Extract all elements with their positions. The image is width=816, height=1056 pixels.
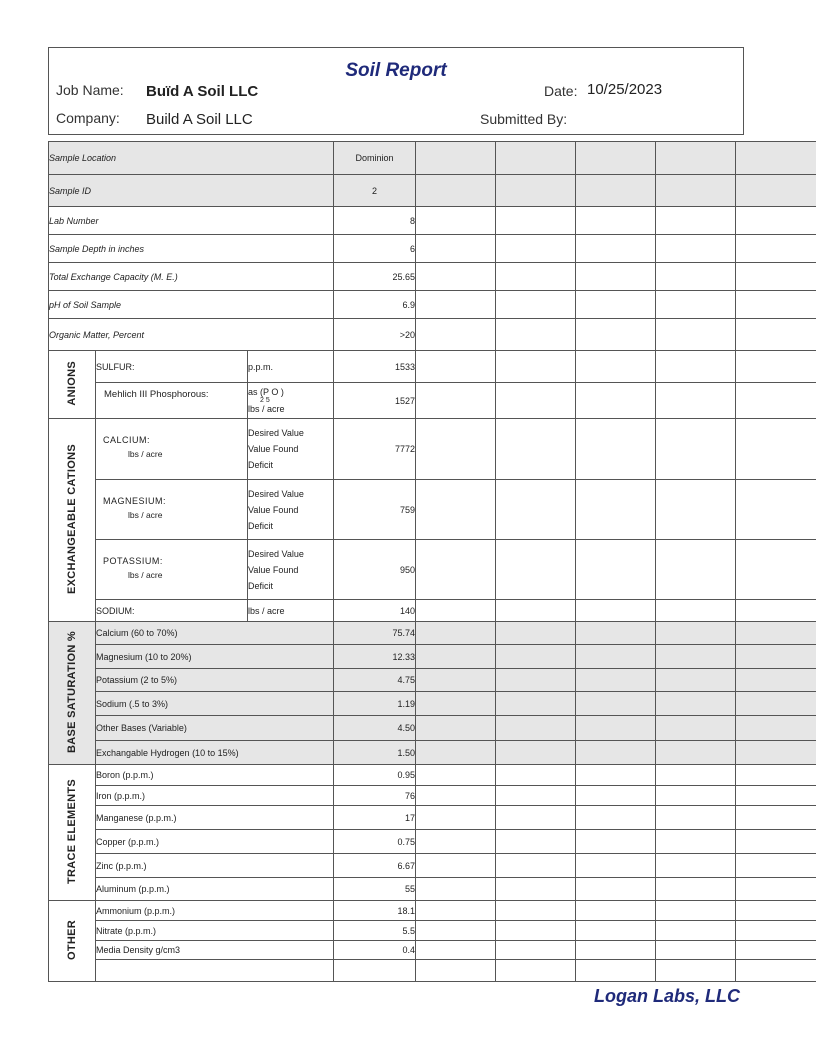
row-copper — [49, 830, 816, 854]
sulfur-value: 1533 — [334, 351, 416, 383]
row-iron — [49, 786, 816, 806]
boron-label: Boron (p.p.m.) — [96, 765, 334, 786]
row-organic-matter — [49, 319, 816, 351]
ph-label: pH of Soil Sample — [49, 291, 334, 319]
date-label: Date: — [544, 83, 578, 99]
soil-report-table — [48, 141, 816, 982]
potassium-value-kinds: Desired Value Value Found Deficit — [248, 540, 334, 600]
row-magnesium — [49, 480, 816, 540]
row-bs-potassium — [49, 669, 816, 692]
row-sodium — [49, 600, 816, 622]
row-ammonium — [49, 901, 816, 921]
magnesium-unit: lbs / acre — [128, 510, 163, 520]
magnesium-label: MAGNESIUM: — [103, 496, 167, 506]
calcium-value: 7772 — [334, 419, 416, 480]
copper-value: 0.75 — [334, 830, 416, 854]
report-header — [48, 47, 744, 135]
bs-sodium-label: Sodium (.5 to 3%) — [96, 692, 334, 716]
row-blank — [49, 960, 816, 982]
bs-calcium-value: 75.74 — [334, 622, 416, 645]
ammonium-label: Ammonium (p.p.m.) — [96, 901, 334, 921]
row-bs-sodium — [49, 692, 816, 716]
media-density-label: Media Density g/cm3 — [96, 941, 334, 960]
sample-depth-label: Sample Depth in inches — [49, 235, 334, 263]
sulfur-unit: p.p.m. — [248, 351, 334, 383]
ammonium-value: 18.1 — [334, 901, 416, 921]
row-bs-magnesium — [49, 645, 816, 669]
row-manganese — [49, 806, 816, 830]
magnesium-value-kinds: Desired Value Value Found Deficit — [248, 480, 334, 540]
om-label: Organic Matter, Percent — [49, 319, 334, 351]
phosphorous-value: 1527 — [334, 383, 416, 419]
zinc-value: 6.67 — [334, 854, 416, 878]
copper-label: Copper (p.p.m.) — [96, 830, 334, 854]
row-bs-calcium — [49, 622, 816, 645]
magnesium-value: 759 — [334, 480, 416, 540]
bs-magnesium-value: 12.33 — [334, 645, 416, 669]
bs-hydrogen-label: Exchangable Hydrogen (10 to 15%) — [96, 741, 334, 765]
row-sample-depth — [49, 235, 816, 263]
tec-value: 25.65 — [334, 263, 416, 291]
om-value: >20 — [334, 319, 416, 351]
company-value: Build A Soil LLC — [146, 111, 253, 128]
magnesium-label-cell — [96, 480, 248, 540]
row-zinc — [49, 854, 816, 878]
sample-location-value: Dominion — [334, 142, 416, 175]
row-ph — [49, 291, 816, 319]
bs-potassium-value: 4.75 — [334, 669, 416, 692]
blank-value — [334, 960, 416, 982]
sample-location-label: Sample Location — [49, 142, 334, 175]
date-value: 10/25/2023 — [587, 81, 663, 98]
potassium-label: POTASSIUM: — [103, 556, 163, 566]
calcium-label-cell — [96, 419, 248, 480]
iron-value: 76 — [334, 786, 416, 806]
row-phosphorous — [49, 383, 816, 419]
aluminum-value: 55 — [334, 878, 416, 901]
media-density-value: 0.4 — [334, 941, 416, 960]
other-section: OTHER — [49, 901, 96, 982]
ph-value: 6.9 — [334, 291, 416, 319]
job-name-value: Buïd A Soil LLC — [146, 83, 259, 100]
row-calcium — [49, 419, 816, 480]
job-name-label: Job Name: — [56, 82, 124, 98]
row-sample-id — [49, 175, 816, 207]
report-title: Soil Report — [345, 60, 447, 81]
row-nitrate — [49, 921, 816, 941]
sodium-unit: lbs / acre — [248, 600, 334, 622]
bs-other-value: 4.50 — [334, 716, 416, 741]
sample-depth-value: 6 — [334, 235, 416, 263]
calcium-value-kinds: Desired Value Value Found Deficit — [248, 419, 334, 480]
row-media-density — [49, 941, 816, 960]
nitrate-label: Nitrate (p.p.m.) — [96, 921, 334, 941]
submitted-by-label: Submitted By: — [480, 111, 568, 127]
trace-elements-section: TRACE ELEMENTS — [49, 765, 96, 901]
bs-hydrogen-value: 1.50 — [334, 741, 416, 765]
boron-value: 0.95 — [334, 765, 416, 786]
potassium-value: 950 — [334, 540, 416, 600]
sodium-label: SODIUM: — [96, 600, 248, 622]
iron-label: Iron (p.p.m.) — [96, 786, 334, 806]
row-boron — [49, 765, 816, 786]
company-label: Company: — [56, 110, 120, 126]
row-tec — [49, 263, 816, 291]
calcium-unit: lbs / acre — [128, 449, 163, 459]
aluminum-label: Aluminum (p.p.m.) — [96, 878, 334, 901]
potassium-unit: lbs / acre — [128, 570, 163, 580]
manganese-label: Manganese (p.p.m.) — [96, 806, 334, 830]
sample-id-label: Sample ID — [49, 175, 334, 207]
row-sample-location — [49, 142, 816, 175]
row-aluminum — [49, 878, 816, 901]
blank-label — [96, 960, 334, 982]
bs-magnesium-label: Magnesium (10 to 20%) — [96, 645, 334, 669]
footer-brand: Logan Labs, LLC — [594, 986, 740, 1006]
row-bs-other — [49, 716, 816, 741]
sodium-value: 140 — [334, 600, 416, 622]
row-potassium — [49, 540, 816, 600]
lab-number-value: 8 — [334, 207, 416, 235]
tec-label: Total Exchange Capacity (M. E.) — [49, 263, 334, 291]
bs-other-label: Other Bases (Variable) — [96, 716, 334, 741]
sulfur-label: SULFUR: — [96, 351, 248, 383]
row-bs-hydrogen — [49, 741, 816, 765]
phosphorous-unit: as (P O ) 2 5 lbs / acre — [248, 383, 334, 419]
row-sulfur — [49, 351, 816, 383]
row-lab-number — [49, 207, 816, 235]
zinc-label: Zinc (p.p.m.) — [96, 854, 334, 878]
base-saturation-section: BASE SATURATION % — [49, 622, 96, 765]
anions-section: ANIONS — [49, 351, 96, 419]
potassium-label-cell — [96, 540, 248, 600]
lab-number-label: Lab Number — [49, 207, 334, 235]
bs-calcium-label: Calcium (60 to 70%) — [96, 622, 334, 645]
calcium-label: CALCIUM: — [103, 435, 151, 445]
nitrate-value: 5.5 — [334, 921, 416, 941]
manganese-value: 17 — [334, 806, 416, 830]
phosphorous-label-cell — [96, 383, 248, 419]
bs-potassium-label: Potassium (2 to 5%) — [96, 669, 334, 692]
cations-section: EXCHANGEABLE CATIONS — [49, 419, 96, 622]
sample-id-value: 2 — [334, 175, 416, 207]
phosphorous-label: Mehlich III Phosphorous: — [104, 389, 209, 400]
bs-sodium-value: 1.19 — [334, 692, 416, 716]
